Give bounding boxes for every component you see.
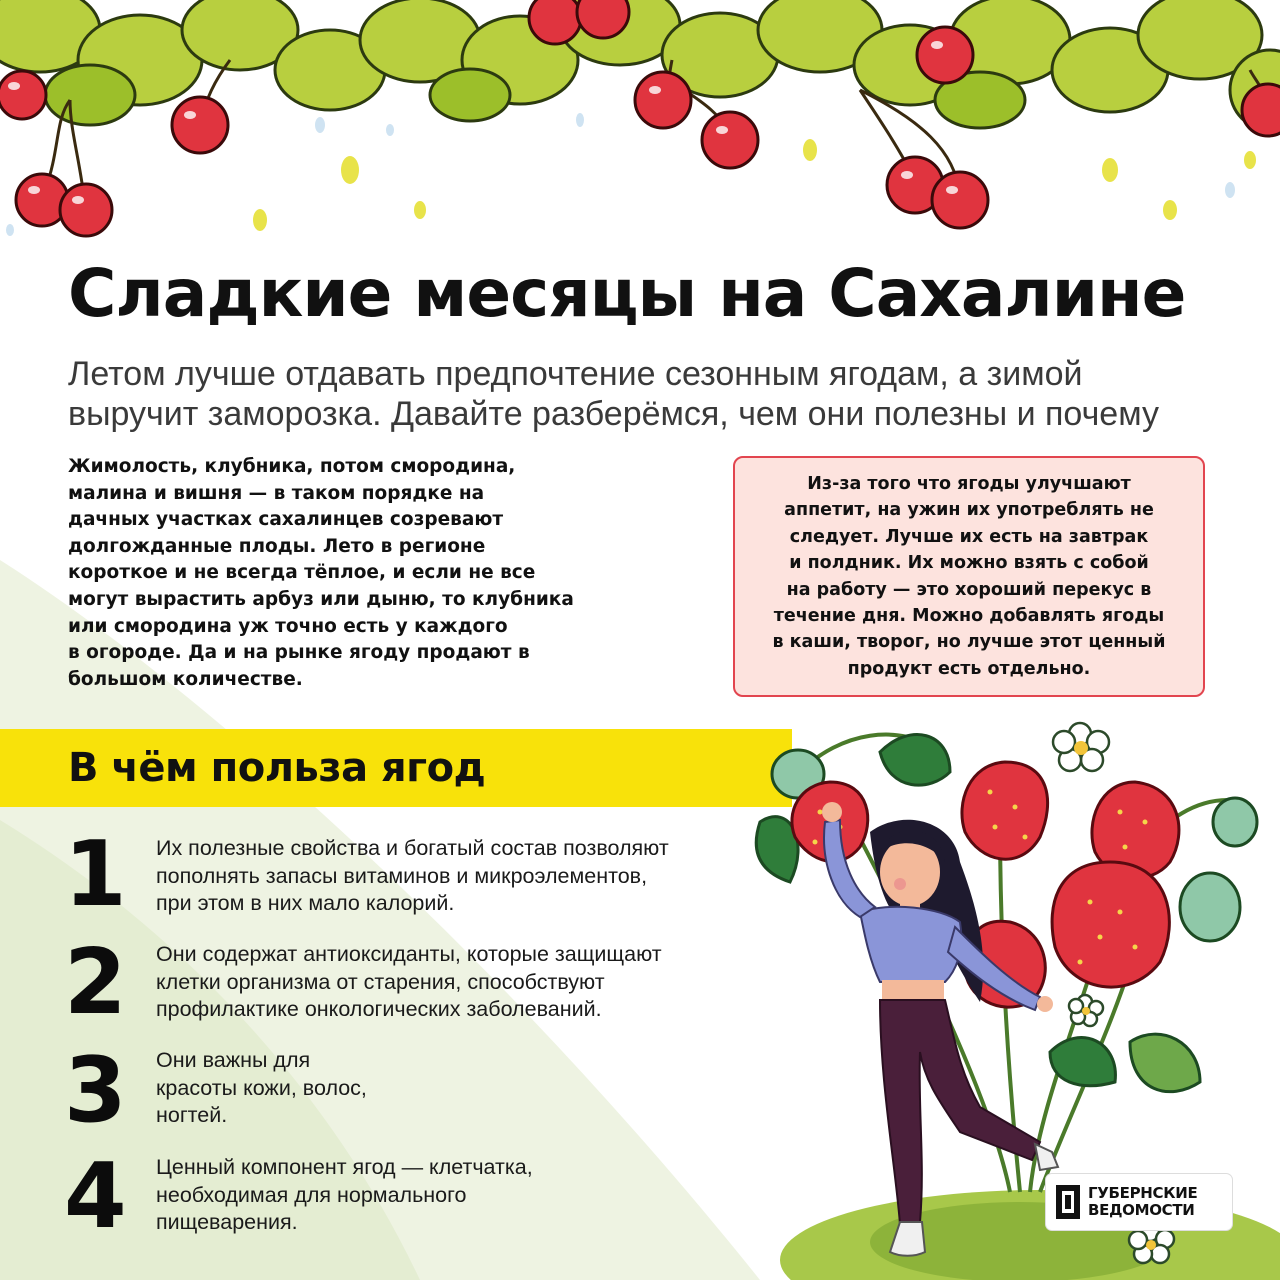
logo-mark-icon	[1056, 1185, 1080, 1219]
benefit-line: при этом в них мало калорий.	[156, 891, 455, 915]
tip-line: на работу — это хороший перекус в	[786, 579, 1152, 600]
cherry-leaves-decoration	[0, 0, 1280, 250]
benefit-line: Они содержат антиоксиданты, которые защищают	[156, 942, 662, 966]
benefit-line: пополнять запасы витаминов и микроэлементов,	[156, 863, 648, 888]
benefit-number: 1	[64, 822, 127, 927]
intro-line: короткое и не всегда тёплое, и если не все	[68, 562, 536, 584]
benefit-number: 4	[64, 1144, 127, 1249]
intro-paragraph	[68, 454, 628, 693]
tip-text	[773, 471, 1166, 682]
subtitle-line: выручит заморозка. Давайте разберёмся, чем они полезны и почему	[68, 395, 1159, 433]
intro-line: долгожданные плоды. Лето в регионе	[68, 535, 486, 557]
benefit-line: красоты кожи, волос,	[156, 1075, 367, 1100]
benefit-number: 2	[64, 930, 127, 1035]
benefit-line: Они важны для	[156, 1048, 311, 1072]
section-title: В чём польза ягод	[68, 745, 486, 791]
benefit-text	[156, 1047, 736, 1130]
tip-line: и полдник. Их можно взять с собой	[789, 553, 1149, 574]
logo-line: ГУБЕРНСКИЕ	[1088, 1184, 1198, 1202]
benefit-number: 3	[64, 1038, 127, 1143]
intro-line: или смородина уж точно есть у каждого	[68, 615, 508, 637]
benefit-line: пищеварения.	[156, 1210, 298, 1234]
tip-line: продукт есть отдельно.	[847, 658, 1091, 679]
tip-line: следует. Лучше их есть на завтрак	[789, 526, 1149, 547]
benefit-line: клетки организма от старения, способствуют	[156, 969, 605, 994]
benefit-line: необходимая для нормального	[156, 1182, 467, 1207]
benefit-text	[156, 941, 736, 1024]
benefit-text	[156, 835, 736, 918]
logo-line: ВЕДОМОСТИ	[1088, 1201, 1195, 1219]
intro-line: большом количестве.	[68, 668, 303, 690]
tip-line: в каши, творог, но лучше этот ценный	[772, 632, 1166, 653]
page-title: Сладкие месяцы на Сахалине	[68, 255, 1186, 332]
benefit-line: Ценный компонент ягод — клетчатка,	[156, 1155, 533, 1179]
logo-text	[1088, 1185, 1197, 1219]
tip-line: аппетит, на ужин их употреблять не	[784, 500, 1154, 521]
intro-line: Жимолость, клубника, потом смородина,	[68, 456, 516, 477]
intro-line: малина и вишня — в таком порядке на	[68, 482, 485, 504]
tip-line: течение дня. Можно добавлять ягоды	[773, 605, 1165, 626]
intro-line: в огороде. Да и на рынке ягоду продают в	[68, 642, 530, 664]
intro-line: дачных участках сахалинцев созревают	[68, 509, 504, 531]
benefit-line: Их полезные свойства и богатый состав позволяют	[156, 836, 669, 860]
benefit-line: профилактике онкологических заболеваний.	[156, 997, 602, 1021]
tip-box	[733, 456, 1205, 697]
intro-line: могут вырастить арбуз или дыню, то клубника	[68, 588, 574, 610]
subtitle-line: Летом лучше отдавать предпочтение сезонным ягодам, а зимой	[68, 355, 1083, 393]
subtitle	[68, 354, 1228, 434]
publisher-logo[interactable]	[1046, 1174, 1232, 1230]
benefit-line: ногтей.	[156, 1103, 228, 1127]
benefit-text	[156, 1154, 736, 1237]
tip-line: Из-за того что ягоды улучшают	[807, 473, 1131, 494]
